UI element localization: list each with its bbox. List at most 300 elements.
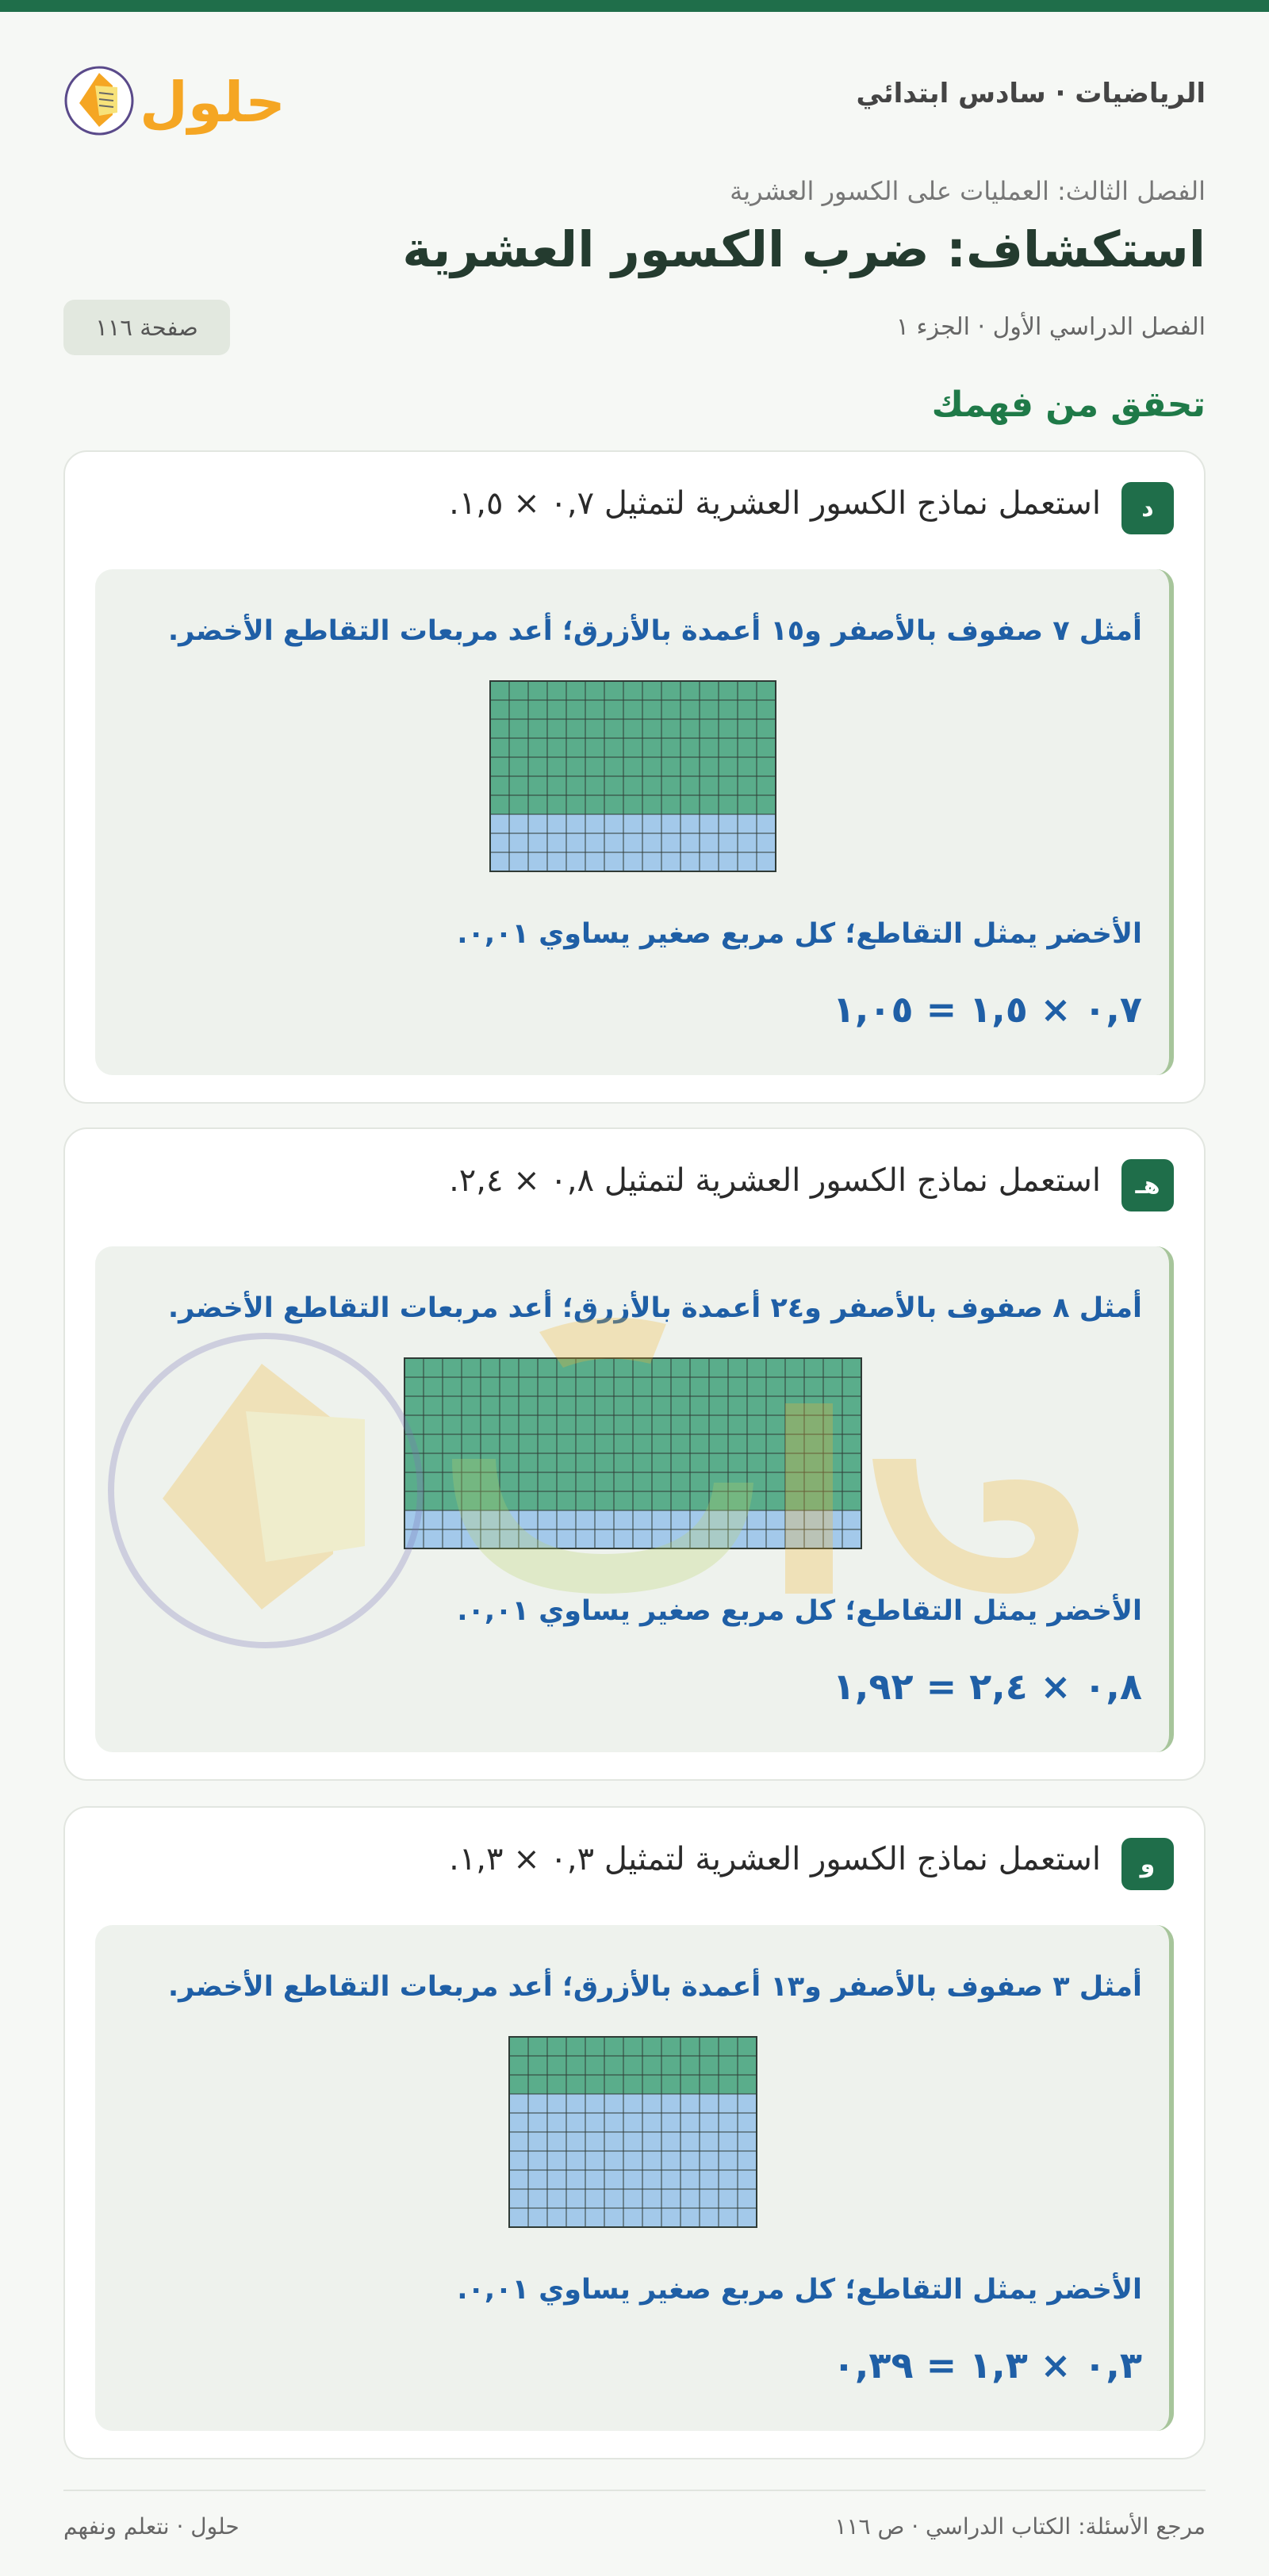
grid-cell [671, 1510, 690, 1529]
grid-cell-intersection [509, 738, 528, 757]
grid-cell-intersection [700, 776, 719, 795]
grid-cell-intersection [509, 757, 528, 776]
grid-cell [642, 814, 661, 833]
grid-cell-intersection [404, 1491, 424, 1510]
term-label: الفصل الدراسي الأول · الجزء ١ [895, 313, 1206, 341]
grid-cell-intersection [547, 776, 566, 795]
grid-cell [681, 833, 700, 852]
grid-cell-intersection [642, 2075, 661, 2094]
grid-cell-intersection [719, 700, 738, 719]
grid-cell [747, 1510, 766, 1529]
grid-cell-intersection [443, 1434, 462, 1453]
grid-cell-intersection [681, 738, 700, 757]
grid-cell [738, 2208, 757, 2227]
grid-cell-intersection [728, 1415, 747, 1434]
grid-cell-intersection [623, 776, 642, 795]
grid-cell [424, 1510, 443, 1529]
grid-cell-intersection [709, 1396, 728, 1415]
grid-cell-intersection [547, 700, 566, 719]
grid-cell [528, 833, 547, 852]
grid-cell-intersection [785, 1472, 804, 1491]
grid-cell-intersection [490, 700, 509, 719]
grid-cell-intersection [547, 795, 566, 814]
grid-cell-intersection [719, 795, 738, 814]
grid-cell-intersection [719, 2056, 738, 2075]
grid-cell-intersection [700, 738, 719, 757]
grid-cell [623, 2170, 642, 2189]
grid-cell-intersection [747, 1434, 766, 1453]
grid-cell-intersection [443, 1396, 462, 1415]
grid-cell [604, 2208, 623, 2227]
grid-cell-intersection [681, 757, 700, 776]
grid-cell-intersection [728, 1377, 747, 1396]
grid-cell-intersection [766, 1358, 785, 1377]
grid-cell-intersection [700, 700, 719, 719]
grid-cell-intersection [604, 757, 623, 776]
grid-cell [681, 2132, 700, 2151]
grid-cell-intersection [595, 1434, 614, 1453]
model-note: الأخضر يمثل التقاطع؛ كل مربع صغير يساوي ٠,٠١. [457, 918, 1142, 950]
grid-cell [509, 2170, 528, 2189]
grid-cell-intersection [528, 757, 547, 776]
grid-cell-intersection [462, 1396, 481, 1415]
grid-cell-intersection [528, 776, 547, 795]
grid-cell [738, 833, 757, 852]
subject-label: الرياضيات · سادس ابتدائي [856, 78, 1206, 109]
grid-cell-intersection [671, 1491, 690, 1510]
solution-panel [95, 569, 1174, 1075]
grid-cell-intersection [804, 1472, 823, 1491]
grid-cell-intersection [652, 1491, 671, 1510]
grid-cell [623, 2189, 642, 2208]
grid-cell-intersection [490, 795, 509, 814]
grid-cell [614, 1529, 633, 1548]
grid-cell [490, 852, 509, 871]
grid-cell-intersection [595, 1453, 614, 1472]
grid-cell-intersection [633, 1377, 652, 1396]
grid-cell-intersection [738, 757, 757, 776]
grid-cell-intersection [585, 719, 604, 738]
grid-cell-intersection [728, 1396, 747, 1415]
question-letter-badge: هـ [1121, 1159, 1174, 1211]
grid-cell-intersection [623, 795, 642, 814]
grid-cell [509, 2189, 528, 2208]
grid-cell [566, 852, 585, 871]
grid-cell [757, 852, 776, 871]
grid-cell-intersection [595, 1491, 614, 1510]
grid-cell [681, 852, 700, 871]
grid-cell [576, 1510, 595, 1529]
grid-cell-intersection [443, 1377, 462, 1396]
grid-cell [642, 2208, 661, 2227]
grid-cell [566, 2132, 585, 2151]
grid-cell-intersection [481, 1434, 500, 1453]
grid-cell-intersection [728, 1434, 747, 1453]
grid-cell [509, 2208, 528, 2227]
grid-cell [547, 2113, 566, 2132]
grid-cell [557, 1510, 576, 1529]
grid-cell-intersection [709, 1434, 728, 1453]
grid-cell [719, 2094, 738, 2113]
grid-cell-intersection [576, 1377, 595, 1396]
grid-cell-intersection [500, 1415, 519, 1434]
grid-cell-intersection [623, 700, 642, 719]
grid-cell-intersection [757, 738, 776, 757]
grid-cell-intersection [633, 1396, 652, 1415]
grid-cell-intersection [566, 2056, 585, 2075]
question-card-d [63, 450, 1206, 1104]
grid-cell [738, 2113, 757, 2132]
grid-cell [547, 2189, 566, 2208]
grid-cell-intersection [804, 1377, 823, 1396]
grid-cell-intersection [547, 2037, 566, 2056]
grid-cell [661, 2170, 681, 2189]
grid-cell-intersection [519, 1377, 538, 1396]
grid-cell [528, 852, 547, 871]
grid-cell [490, 814, 509, 833]
grid-cell-intersection [842, 1415, 861, 1434]
grid-cell-intersection [604, 681, 623, 700]
grid-cell-intersection [404, 1396, 424, 1415]
grid-cell-intersection [671, 1453, 690, 1472]
grid-cell-intersection [804, 1396, 823, 1415]
grid-cell-intersection [785, 1415, 804, 1434]
grid-cell-intersection [576, 1358, 595, 1377]
grid-cell-intersection [424, 1377, 443, 1396]
grid-cell [566, 2170, 585, 2189]
grid-cell-intersection [738, 2075, 757, 2094]
grid-cell [642, 2132, 661, 2151]
grid-cell [623, 2113, 642, 2132]
grid-cell-intersection [500, 1453, 519, 1472]
grid-cell [623, 852, 642, 871]
grid-cell [804, 1529, 823, 1548]
grid-cell-intersection [404, 1358, 424, 1377]
grid-cell-intersection [528, 681, 547, 700]
grid-cell [719, 814, 738, 833]
grid-cell-intersection [709, 1358, 728, 1377]
question-text: استعمل نماذج الكسور العشرية لتمثيل ٠,٣ × ١,٣. [449, 1841, 1101, 1877]
grid-cell-intersection [700, 2056, 719, 2075]
grid-cell [547, 833, 566, 852]
grid-cell-intersection [404, 1472, 424, 1491]
grid-cell-intersection [404, 1434, 424, 1453]
grid-cell-intersection [490, 757, 509, 776]
grid-cell-intersection [690, 1453, 709, 1472]
grid-cell-intersection [661, 700, 681, 719]
grid-cell-intersection [585, 776, 604, 795]
grid-cell [509, 2113, 528, 2132]
grid-cell [528, 2170, 547, 2189]
grid-cell-intersection [785, 1453, 804, 1472]
grid-cell [700, 2094, 719, 2113]
grid-cell-intersection [509, 795, 528, 814]
grid-cell-intersection [823, 1472, 842, 1491]
grid-cell [585, 2189, 604, 2208]
footer-reference: مرجع الأسئلة: الكتاب الدراسي · ص ١١٦ [834, 2513, 1206, 2540]
grid-cell-intersection [728, 1453, 747, 1472]
grid-cell [623, 2132, 642, 2151]
grid-cell-intersection [604, 719, 623, 738]
grid-cell [757, 814, 776, 833]
grid-cell [566, 2094, 585, 2113]
question-text: استعمل نماذج الكسور العشرية لتمثيل ٠,٧ × ١,٥. [449, 485, 1101, 522]
grid-cell-intersection [576, 1472, 595, 1491]
grid-cell-intersection [738, 776, 757, 795]
grid-cell [719, 2151, 738, 2170]
grid-cell-intersection [823, 1415, 842, 1434]
grid-cell-intersection [595, 1396, 614, 1415]
grid-cell-intersection [462, 1491, 481, 1510]
grid-cell [738, 2094, 757, 2113]
grid-cell-intersection [671, 1434, 690, 1453]
grid-cell [557, 1529, 576, 1548]
grid-cell-intersection [566, 795, 585, 814]
grid-cell [585, 852, 604, 871]
grid-cell-intersection [604, 2037, 623, 2056]
grid-cell-intersection [481, 1358, 500, 1377]
grid-cell [604, 2151, 623, 2170]
grid-cell [462, 1529, 481, 1548]
grid-cell-intersection [500, 1491, 519, 1510]
grid-cell-intersection [661, 738, 681, 757]
grid-cell [595, 1529, 614, 1548]
grid-cell-intersection [671, 1358, 690, 1377]
grid-cell-intersection [690, 1472, 709, 1491]
grid-cell-intersection [652, 1453, 671, 1472]
grid-cell-intersection [585, 2075, 604, 2094]
grid-cell [538, 1529, 557, 1548]
grid-cell [661, 852, 681, 871]
grid-cell-intersection [614, 1434, 633, 1453]
grid-cell [681, 2189, 700, 2208]
grid-cell [623, 833, 642, 852]
grid-cell-intersection [661, 2056, 681, 2075]
grid-cell [738, 852, 757, 871]
grid-cell-intersection [681, 719, 700, 738]
grid-cell-intersection [528, 738, 547, 757]
grid-cell-intersection [766, 1396, 785, 1415]
grid-cell [661, 833, 681, 852]
grid-cell [652, 1529, 671, 1548]
grid-cell-intersection [633, 1434, 652, 1453]
grid-cell [547, 2132, 566, 2151]
grid-cell-intersection [757, 681, 776, 700]
grid-cell [604, 2113, 623, 2132]
model-note: الأخضر يمثل التقاطع؛ كل مربع صغير يساوي ٠,٠١. [457, 1595, 1142, 1627]
multiplication-result: ٠,٣ × ١,٣ = ٠,٣٩ [832, 2344, 1142, 2387]
grid-cell-intersection [719, 719, 738, 738]
grid-cell-intersection [766, 1472, 785, 1491]
grid-cell [547, 2094, 566, 2113]
grid-cell [604, 2170, 623, 2189]
grid-cell [585, 2094, 604, 2113]
grid-cell-intersection [557, 1396, 576, 1415]
grid-cell-intersection [519, 1396, 538, 1415]
grid-cell [528, 2208, 547, 2227]
grid-cell-intersection [804, 1434, 823, 1453]
question-letter-badge: د [1121, 482, 1174, 534]
grid-cell [585, 2113, 604, 2132]
hulul-logo[interactable] [63, 48, 286, 151]
grid-cell-intersection [490, 681, 509, 700]
grid-cell-intersection [424, 1491, 443, 1510]
grid-cell [671, 1529, 690, 1548]
page-title: استكشاف: ضرب الكسور العشرية [402, 220, 1206, 278]
grid-cell-intersection [462, 1358, 481, 1377]
grid-cell-intersection [547, 2075, 566, 2094]
grid-cell [681, 2208, 700, 2227]
grid-cell-intersection [500, 1358, 519, 1377]
grid-cell [500, 1529, 519, 1548]
grid-cell-intersection [509, 2037, 528, 2056]
section-title: تحقق من فهمك [931, 385, 1206, 425]
grid-cell [681, 2094, 700, 2113]
grid-cell-intersection [614, 1358, 633, 1377]
grid-cell-intersection [623, 719, 642, 738]
grid-cell-intersection [528, 2075, 547, 2094]
grid-cell-intersection [766, 1491, 785, 1510]
grid-cell [738, 2151, 757, 2170]
grid-cell-intersection [766, 1415, 785, 1434]
grid-cell [700, 2151, 719, 2170]
grid-cell-intersection [633, 1491, 652, 1510]
grid-cell [519, 1510, 538, 1529]
grid-cell [547, 2170, 566, 2189]
grid-cell [700, 2132, 719, 2151]
grid-cell-intersection [671, 1415, 690, 1434]
grid-cell-intersection [566, 757, 585, 776]
model-instruction: أمثل ٨ صفوف بالأصفر و٢٤ أعمدة بالأزرق؛ أعد مربعات التقاطع الأخضر. [167, 1292, 1142, 1324]
grid-cell-intersection [462, 1377, 481, 1396]
grid-cell-intersection [462, 1415, 481, 1434]
grid-cell-intersection [595, 1472, 614, 1491]
grid-cell-intersection [681, 776, 700, 795]
grid-cell-intersection [490, 719, 509, 738]
grid-cell-intersection [509, 700, 528, 719]
grid-cell [728, 1510, 747, 1529]
grid-cell [462, 1510, 481, 1529]
grid-cell-intersection [757, 700, 776, 719]
grid-cell [661, 2208, 681, 2227]
grid-cell [633, 1529, 652, 1548]
grid-cell-intersection [757, 719, 776, 738]
model-note: الأخضر يمثل التقاطع؛ كل مربع صغير يساوي ٠,٠١. [457, 2274, 1142, 2306]
grid-cell [690, 1529, 709, 1548]
grid-cell-intersection [804, 1415, 823, 1434]
grid-cell-intersection [509, 2075, 528, 2094]
grid-cell [719, 2208, 738, 2227]
grid-cell-intersection [623, 757, 642, 776]
grid-cell-intersection [538, 1491, 557, 1510]
grid-cell-intersection [823, 1453, 842, 1472]
grid-cell [585, 814, 604, 833]
model-instruction: أمثل ٧ صفوف بالأصفر و١٥ أعمدة بالأزرق؛ أعد مربعات التقاطع الأخضر. [167, 615, 1142, 647]
grid-cell-intersection [481, 1453, 500, 1472]
grid-cell [547, 2208, 566, 2227]
grid-cell [738, 2170, 757, 2189]
grid-cell-intersection [842, 1491, 861, 1510]
grid-cell [661, 2113, 681, 2132]
grid-cell-intersection [566, 681, 585, 700]
grid-cell [528, 814, 547, 833]
grid-cell-intersection [519, 1358, 538, 1377]
grid-cell-intersection [576, 1453, 595, 1472]
grid-cell-intersection [671, 1472, 690, 1491]
grid-cell [661, 2132, 681, 2151]
grid-cell [604, 2189, 623, 2208]
grid-cell-intersection [661, 795, 681, 814]
grid-cell [519, 1529, 538, 1548]
grid-cell [804, 1510, 823, 1529]
grid-cell-intersection [747, 1358, 766, 1377]
grid-cell-intersection [842, 1472, 861, 1491]
grid-cell [623, 2208, 642, 2227]
grid-cell-intersection [566, 2075, 585, 2094]
grid-cell-intersection [709, 1415, 728, 1434]
grid-cell-intersection [519, 1453, 538, 1472]
grid-cell [566, 833, 585, 852]
grid-cell-intersection [738, 719, 757, 738]
grid-cell [709, 1510, 728, 1529]
grid-cell [509, 2132, 528, 2151]
grid-cell [404, 1510, 424, 1529]
grid-cell-intersection [738, 738, 757, 757]
grid-cell [585, 2170, 604, 2189]
grid-cell-intersection [424, 1415, 443, 1434]
grid-cell-intersection [823, 1396, 842, 1415]
grid-cell [509, 833, 528, 852]
grid-cell [766, 1510, 785, 1529]
grid-cell-intersection [728, 1358, 747, 1377]
grid-cell-intersection [652, 1377, 671, 1396]
grid-cell [595, 1510, 614, 1529]
grid-cell [547, 814, 566, 833]
footer-divider [63, 2490, 1206, 2491]
grid-cell-intersection [585, 757, 604, 776]
grid-cell-intersection [604, 2075, 623, 2094]
grid-cell [528, 2151, 547, 2170]
grid-cell-intersection [585, 738, 604, 757]
grid-cell [681, 2151, 700, 2170]
grid-cell-intersection [642, 2056, 661, 2075]
grid-cell-intersection [842, 1434, 861, 1453]
grid-cell [652, 1510, 671, 1529]
grid-cell-intersection [443, 1453, 462, 1472]
grid-cell-intersection [738, 795, 757, 814]
grid-cell-intersection [528, 700, 547, 719]
grid-cell-intersection [604, 795, 623, 814]
grid-cell-intersection [557, 1377, 576, 1396]
grid-cell-intersection [671, 1377, 690, 1396]
grid-cell-intersection [424, 1396, 443, 1415]
grid-cell-intersection [719, 776, 738, 795]
grid-cell-intersection [614, 1415, 633, 1434]
grid-cell [785, 1510, 804, 1529]
grid-cell [642, 833, 661, 852]
grid-cell-intersection [757, 776, 776, 795]
grid-cell [642, 2151, 661, 2170]
grid-cell [509, 2151, 528, 2170]
grid-cell-intersection [642, 2037, 661, 2056]
grid-cell-intersection [566, 719, 585, 738]
header [63, 48, 1206, 151]
grid-cell-intersection [738, 2037, 757, 2056]
question-card-h [63, 1127, 1206, 1781]
grid-cell [404, 1529, 424, 1548]
grid-cell-intersection [500, 1396, 519, 1415]
grid-cell-intersection [661, 757, 681, 776]
